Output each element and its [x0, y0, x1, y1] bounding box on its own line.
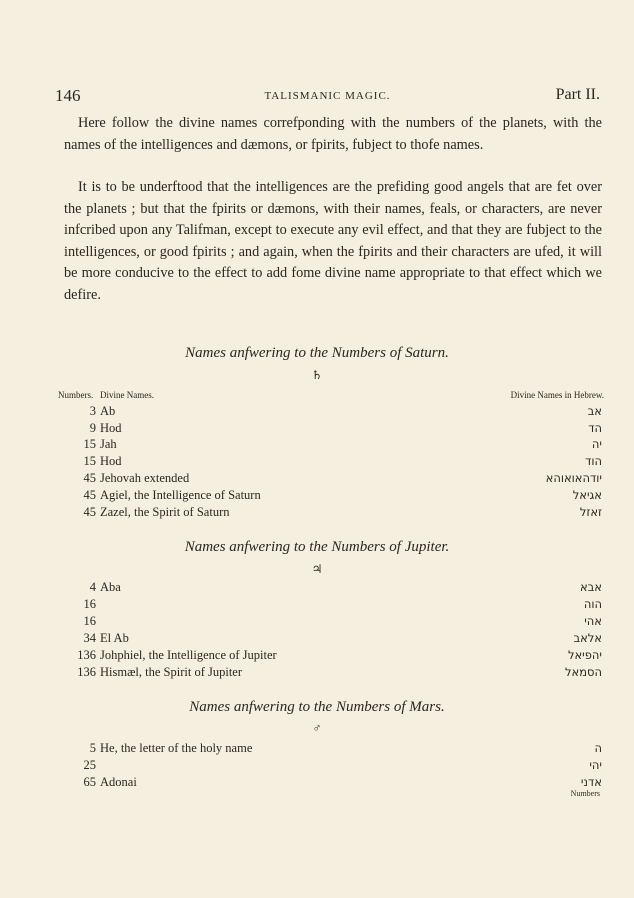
row-hebrew-name: הוד: [585, 454, 602, 468]
row-hebrew-name: אהי: [584, 614, 602, 628]
table-row: [60, 614, 602, 631]
row-divine-name: Jah: [100, 437, 117, 451]
row-divine-name: El Ab: [100, 631, 129, 645]
row-number: 45: [83, 471, 96, 485]
column-header-hebrew: Divine Names in Hebrew.: [510, 390, 604, 400]
row-hebrew-name: אלאב: [573, 631, 602, 645]
row-number: 9: [89, 421, 96, 435]
table-row: [60, 437, 602, 454]
row-number: 45: [83, 505, 96, 519]
row-number: 16: [83, 614, 96, 628]
row-hebrew-name: זאזל: [579, 505, 602, 519]
saturn-section-title: Names anfwering to the Numbers of Saturn.: [185, 345, 449, 361]
table-row: [60, 631, 602, 648]
row-number: 34: [83, 631, 96, 645]
row-hebrew-name: יהפיאל: [567, 648, 602, 662]
table-row: [60, 775, 602, 792]
row-hebrew-name: יה: [591, 437, 602, 451]
table-row: [60, 597, 602, 614]
row-hebrew-name: הוה: [583, 597, 602, 611]
row-hebrew-name: אב: [587, 404, 602, 418]
row-hebrew-name: הד: [588, 421, 602, 435]
row-number: 45: [83, 488, 96, 502]
table-row: [60, 454, 602, 471]
table-row: [60, 648, 602, 665]
row-divine-name: He, the letter of the holy name: [100, 741, 253, 755]
jupiter-section-title: Names anfwering to the Numbers of Jupiter.: [184, 539, 450, 555]
row-hebrew-name: אבא: [579, 580, 602, 594]
explanation-paragraph: It is to be underftood that the intelligences are the prefiding good angels that are fet over the planets ; but that the fpirits or dæmons, with their names, feals, or characters, are never infcribed upon any Talifman, except to execute any evil effect, and that they are fubject to the intelligences, or good fpirits ; and again, when the fpirits and their characters are ufed, it will be more conducive to the effect to add fome divine name appropriate to that effect which we defire.: [64, 179, 602, 303]
row-hebrew-name: יהי: [589, 758, 602, 772]
row-hebrew-name: אדני: [580, 775, 602, 789]
row-number: 25: [83, 758, 96, 772]
row-divine-name: Hod: [100, 454, 122, 468]
row-number: 5: [89, 741, 96, 755]
page-number: 146: [55, 86, 81, 105]
column-header-numbers: Numbers.: [58, 390, 94, 400]
mars-section-title: Names anfwering to the Numbers of Mars.: [189, 699, 445, 715]
row-divine-name: Hismæl, the Spirit of Jupiter: [100, 665, 243, 679]
jupiter-symbol-icon: ♃: [311, 562, 323, 576]
row-hebrew-name: אגיאל: [572, 488, 602, 502]
row-number: 65: [83, 775, 96, 789]
row-hebrew-name: יודהאואוהא: [545, 471, 602, 485]
row-hebrew-name: הסמאל: [564, 665, 602, 679]
table-row: [60, 404, 602, 421]
row-number: 15: [83, 437, 96, 451]
row-number: 136: [77, 665, 96, 679]
table-row: [60, 580, 602, 597]
row-divine-name: Hod: [100, 421, 122, 435]
row-number: 136: [77, 648, 96, 662]
column-header-divine-names: Divine Names.: [100, 390, 154, 400]
row-number: 16: [83, 597, 96, 611]
table-row: [60, 505, 602, 522]
row-hebrew-name: ה: [594, 741, 602, 755]
running-title: TALISMANIC MAGIC.: [264, 90, 391, 102]
saturn-symbol-icon: ♄: [311, 368, 323, 382]
row-divine-name: Zazel, the Spirit of Saturn: [100, 505, 230, 519]
row-number: 15: [83, 454, 96, 468]
table-row: [60, 488, 602, 505]
intro-paragraph: Here follow the divine names correfponding with the numbers of the planets, with the names of the intelligences and dæmons, or fpirits, fubject to thofe names.: [64, 115, 602, 153]
catchword: Numbers: [570, 789, 600, 798]
row-number: 3: [89, 404, 96, 418]
table-row: [60, 665, 602, 682]
part-label: Part II.: [555, 86, 600, 103]
table-row: [60, 741, 602, 758]
row-divine-name: Jehovah extended: [100, 471, 190, 485]
row-number: 4: [89, 580, 96, 594]
mars-symbol-icon: ♂: [312, 721, 322, 735]
row-divine-name: Aba: [100, 580, 121, 594]
row-divine-name: Agiel, the Intelligence of Saturn: [100, 488, 261, 502]
page-header: [55, 86, 600, 108]
table-row: [60, 421, 602, 438]
row-divine-name: Ab: [100, 404, 116, 418]
row-divine-name: Adonai: [100, 775, 137, 789]
table-row: [60, 471, 602, 488]
row-divine-name: Johphiel, the Intelligence of Jupiter: [100, 648, 277, 662]
table-row: [60, 758, 602, 775]
